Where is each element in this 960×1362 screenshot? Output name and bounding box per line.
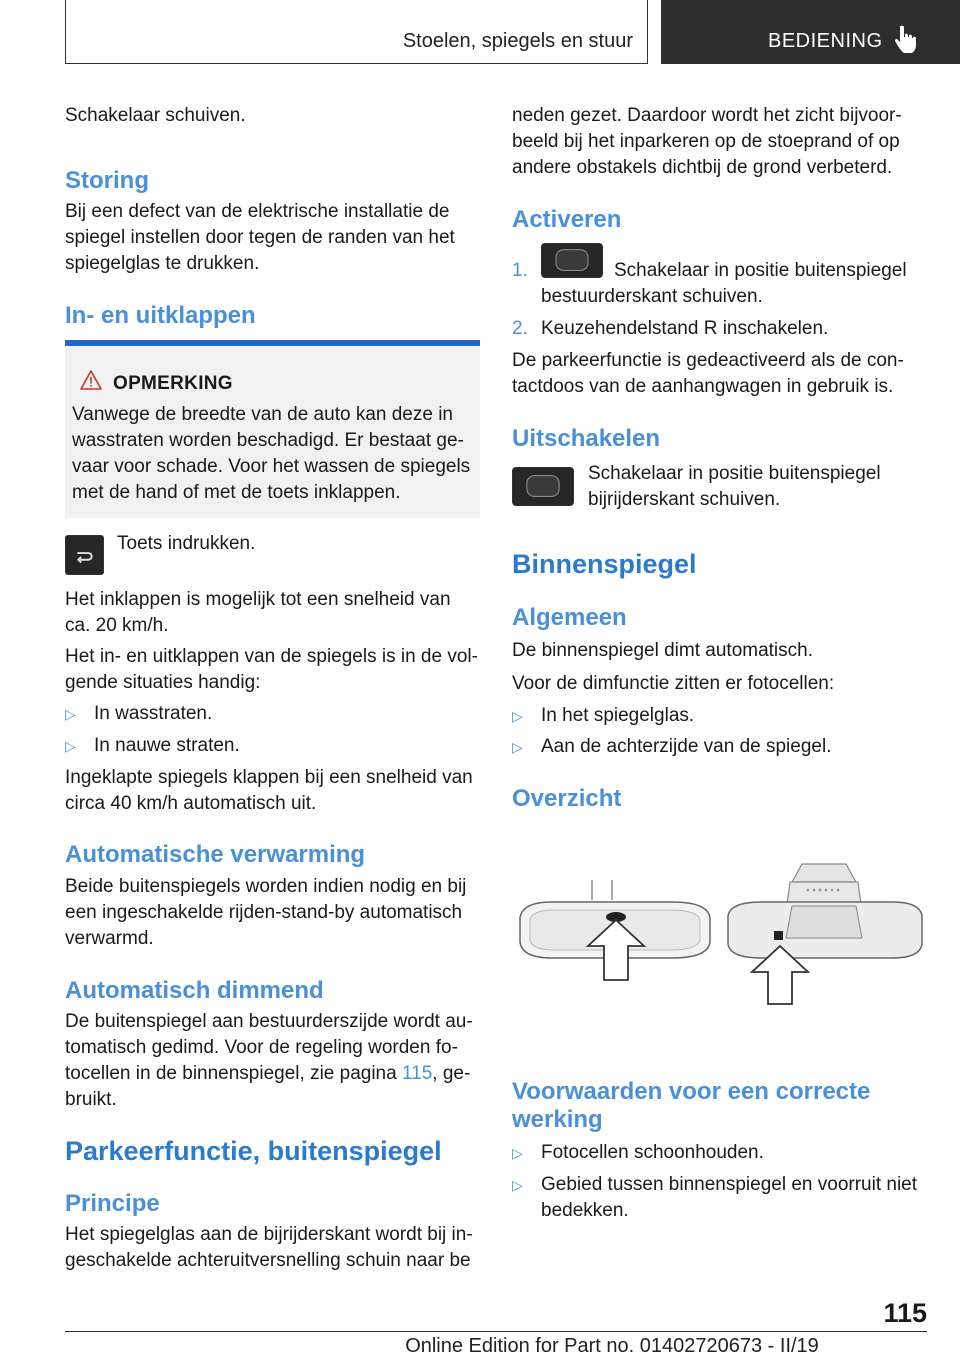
bullet-triangle-icon: ▷ bbox=[512, 708, 523, 724]
uitschakelen-heading: Uitschakelen bbox=[512, 425, 661, 452]
list-item: 1. Schakelaar in positie buitenspiegel bestuurderskant schuiven. bbox=[512, 260, 907, 307]
principe-heading: Principe bbox=[65, 1190, 160, 1217]
inklappen-paragraph-1: Het inklappen is mogelijk tot een snelheid van ca. 20 km/h. bbox=[65, 589, 451, 636]
list-item: ▷ Fotocellen schoonhouden. bbox=[512, 1140, 924, 1166]
fold-mirror-button-icon bbox=[65, 535, 104, 575]
page-number: 115 bbox=[883, 1298, 927, 1328]
continued-paragraph: neden gezet. Daardoor wordt het zicht bijvoorbeeld bij het inparkeren op de stoeprand of op andere obstakels dichtbij de grond verbeterd. bbox=[512, 105, 902, 178]
pointing-hand-icon bbox=[893, 24, 919, 54]
fold-arrow-icon bbox=[66, 536, 103, 574]
footer-divider bbox=[65, 1331, 927, 1332]
storing-paragraph: Bij een defect van de elektrische installatie de spiegel instellen door tegen de randen van het spiegelglas te drukken. bbox=[65, 201, 455, 274]
header-section-title: Stoelen, spiegels en stuur bbox=[402, 30, 633, 52]
page-reference-link[interactable]: 115 bbox=[401, 1063, 433, 1084]
bullet-triangle-icon: ▷ bbox=[512, 1145, 523, 1161]
header-chapter-label: BEDIENING bbox=[768, 30, 883, 52]
inklappen-paragraph-2: Het in- en uitklappen van de spiegels is in de volgende situaties handig: bbox=[65, 646, 478, 693]
dimmend-paragraph: De buitenspiegel aan bestuurderszijde wordt automatisch gedimd. Voor de regeling worden fotocellen in de binnenspiegel, zie pagina 115, gebruikt. bbox=[65, 1011, 473, 1110]
list-item: ▷ In het spiegelglas. bbox=[512, 703, 924, 729]
algemeen-heading: Algemeen bbox=[512, 604, 627, 631]
algemeen-paragraph-1: De binnenspiegel dimt automatisch. bbox=[512, 640, 814, 661]
bullet-triangle-icon: ▷ bbox=[512, 1177, 523, 1193]
activeren-paragraph: De parkeerfunctie is gedeactiveerd als de contactdoos van de aanhangwagen in gebruik is. bbox=[512, 350, 904, 397]
mirror-switch-icon bbox=[513, 468, 573, 505]
parkeer-heading: Parkeerfunctie, buitenspiegel bbox=[65, 1136, 442, 1166]
bullet-triangle-icon: ▷ bbox=[65, 738, 76, 754]
bullet-triangle-icon: ▷ bbox=[512, 739, 523, 755]
note-box bbox=[65, 340, 480, 518]
list-item: 2. Keuzehendelstand R inschakelen. bbox=[512, 318, 829, 339]
list-item: ▷ In nauwe straten. bbox=[65, 733, 480, 759]
bullet-triangle-icon: ▷ bbox=[65, 706, 76, 722]
algemeen-paragraph-2: Voor de dimfunctie zitten er fotocellen: bbox=[512, 673, 835, 694]
mirror-switch-passenger-icon bbox=[512, 467, 574, 506]
footer-edition: Online Edition for Part no. 01402720673 - II/19 bbox=[405, 1335, 819, 1357]
note-body: Vanwege de breedte van de auto kan deze in wasstraten worden beschadigd. Er bestaat gevaar voor schade. Voor het wassen de spiegels met de hand of met de toets inklappen. bbox=[72, 404, 471, 503]
storing-heading: Storing bbox=[65, 167, 149, 194]
list-item: ▷ In wasstraten. bbox=[65, 701, 480, 727]
verwarming-paragraph: Beide buitenspiegels worden indien nodig en bij een ingeschakelde rijden-stand-by automatisch verwarmd. bbox=[65, 876, 467, 949]
intro-paragraph: Schakelaar schuiven. bbox=[65, 105, 246, 126]
rear-view-mirror-illustration bbox=[512, 858, 924, 1008]
note-title: OPMERKING bbox=[113, 373, 233, 394]
overzicht-heading: Overzicht bbox=[512, 785, 622, 812]
list-item: ▷ Aan de achterzijde van de spiegel. bbox=[512, 734, 924, 760]
mirror-front-view bbox=[520, 880, 710, 980]
inklappen-heading: In- en uitklappen bbox=[65, 302, 256, 329]
button-instruction: Toets indrukken. bbox=[117, 533, 256, 554]
mirror-back-view bbox=[728, 864, 922, 1004]
verwarming-heading: Automatische verwarming bbox=[65, 841, 366, 868]
list-item: ▷ Gebied tussen binnenspiegel en voorruit niet bedekken. bbox=[512, 1174, 918, 1221]
header-chapter-tab[interactable] bbox=[661, 0, 960, 64]
activeren-heading: Activeren bbox=[512, 206, 622, 233]
header-section-box bbox=[65, 0, 648, 64]
voorwaarden-heading: Voorwaarden voor een correcte werking bbox=[512, 1078, 871, 1133]
warning-icon bbox=[80, 370, 102, 390]
uitschakelen-paragraph: Schakelaar in positie buitenspiegel bijrijderskant schuiven. bbox=[588, 463, 881, 510]
inklappen-paragraph-3: Ingeklapte spiegels klappen bij een snelheid van circa 40 km/h automatisch uit. bbox=[65, 767, 473, 814]
dimmend-heading: Automatisch dimmend bbox=[65, 977, 324, 1004]
binnenspiegel-heading: Binnenspiegel bbox=[512, 549, 697, 579]
principe-paragraph: Het spiegelglas aan de bijrijderskant wordt bij ingeschakelde achteruitversnelling schuin naar be bbox=[65, 1224, 473, 1271]
